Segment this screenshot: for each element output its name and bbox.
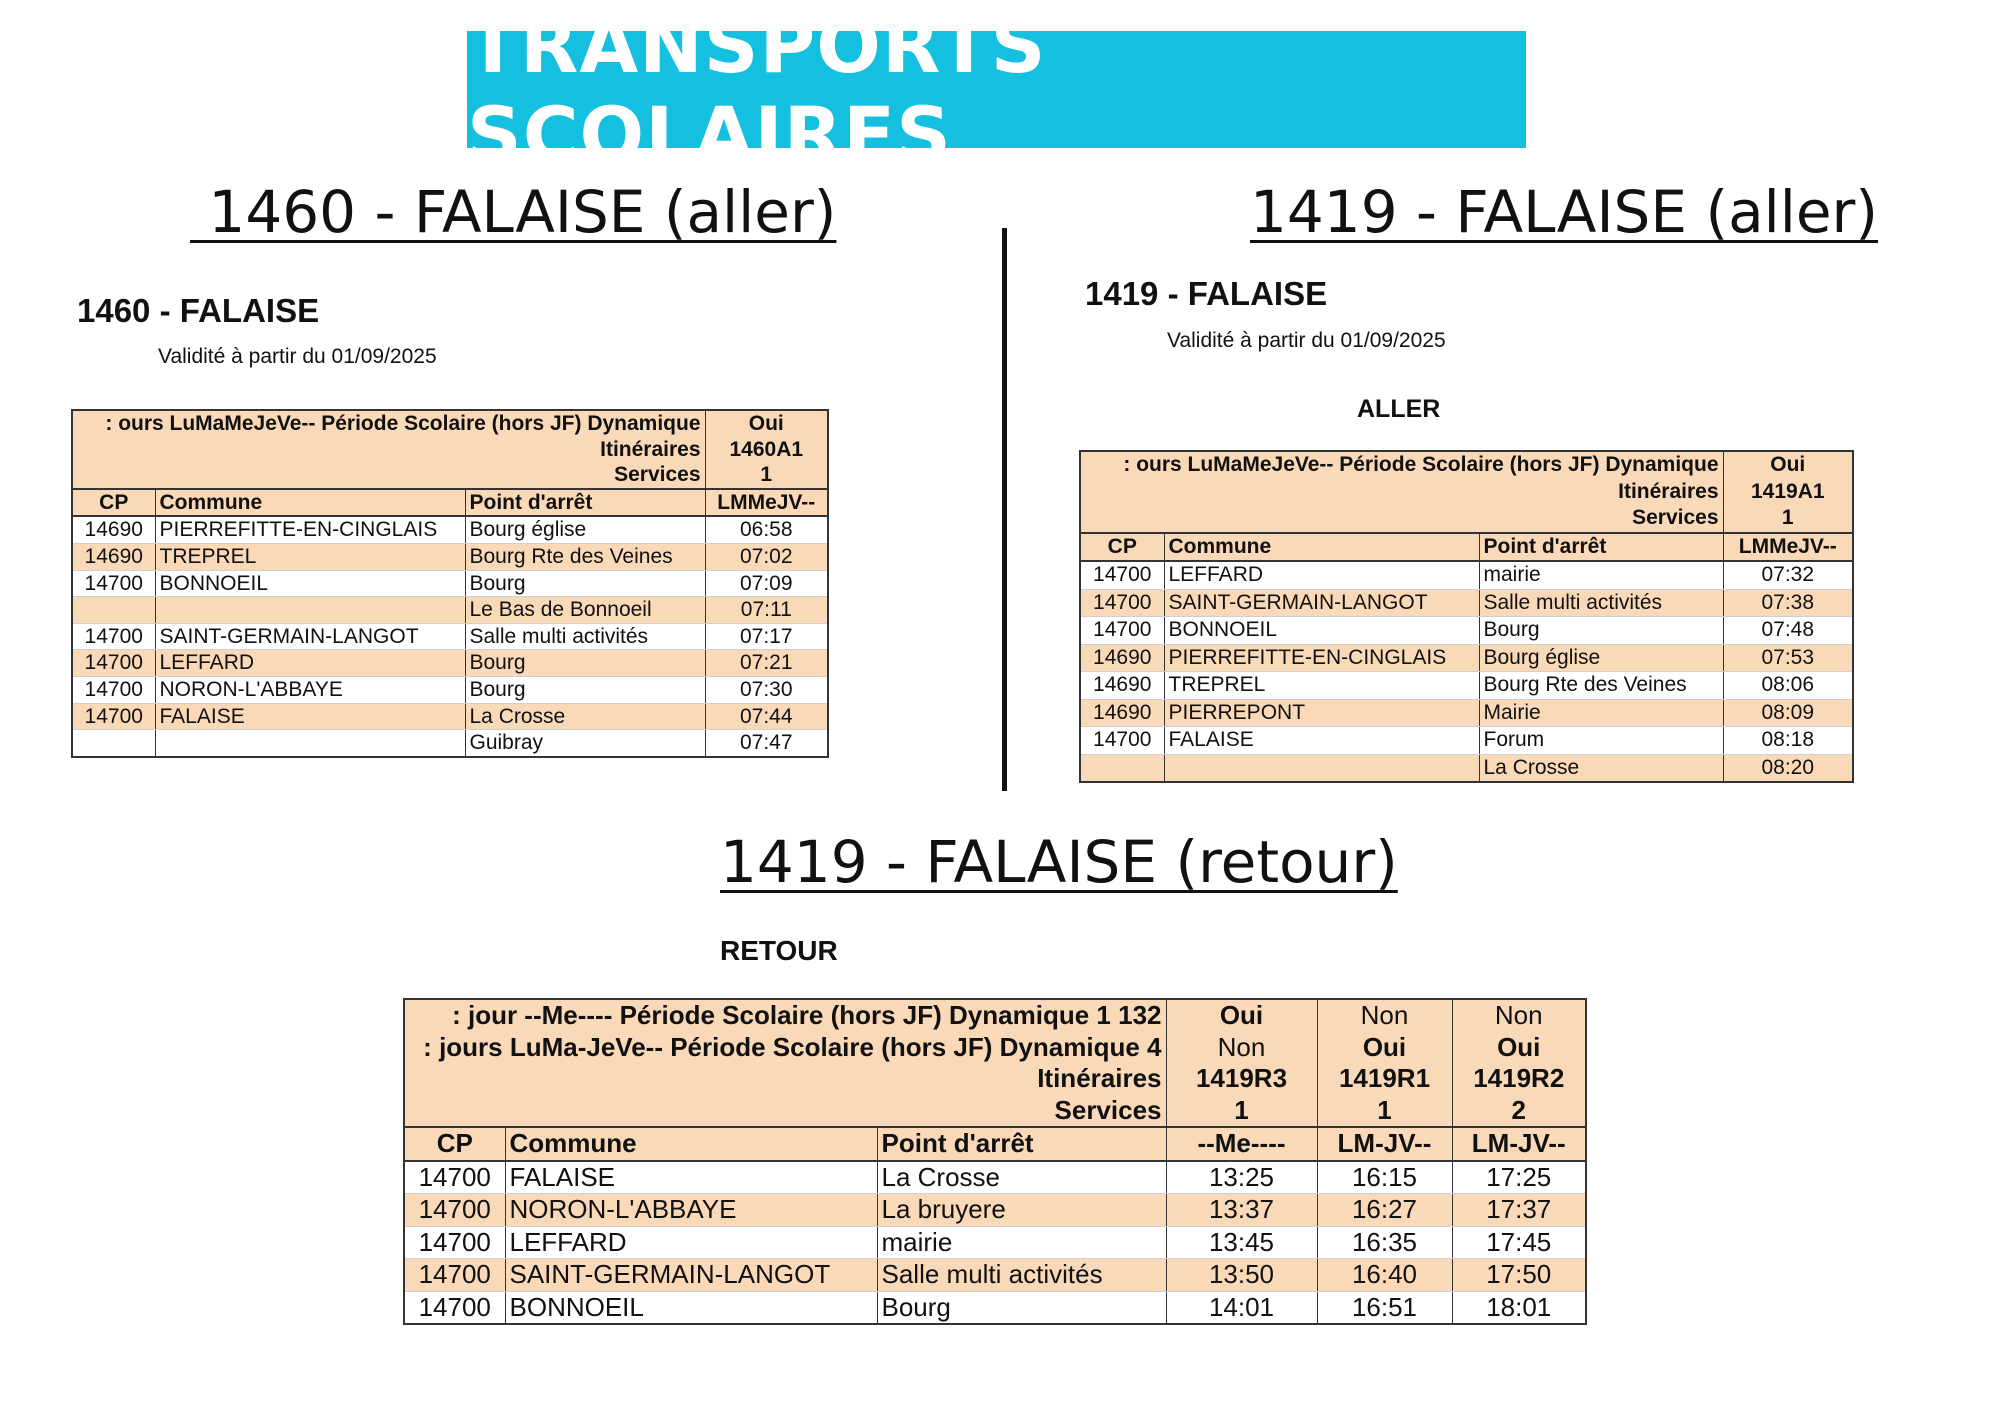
cell-stop: Bourg xyxy=(465,650,705,677)
cell-cp: 14700 xyxy=(404,1259,505,1292)
cell-commune: NORON-L'ABBAYE xyxy=(155,676,465,703)
cell-cp: 14700 xyxy=(404,1226,505,1259)
table-row xyxy=(1080,699,1853,727)
header-row xyxy=(72,410,828,437)
cell-time: 08:20 xyxy=(1723,754,1853,782)
cell-time: 17:25 xyxy=(1452,1161,1586,1194)
header-value: 1460A1 xyxy=(705,437,828,463)
cell-cp: 14700 xyxy=(72,676,155,703)
timetable-1460-aller xyxy=(71,409,829,758)
column-header: Commune xyxy=(1164,533,1479,562)
cell-cp: 14700 xyxy=(72,703,155,730)
cell-cp xyxy=(72,597,155,624)
cell-time: 07:47 xyxy=(705,730,828,757)
table-row xyxy=(72,597,828,624)
cell-stop: Forum xyxy=(1479,727,1723,755)
cell-commune: LEFFARD xyxy=(505,1226,877,1259)
header-value: 1 xyxy=(1166,1095,1317,1128)
cell-time: 14:01 xyxy=(1166,1291,1317,1324)
table-row xyxy=(1080,644,1853,672)
header-value: 1 xyxy=(705,462,828,489)
header-value: 1 xyxy=(1317,1095,1452,1128)
header-row xyxy=(404,1095,1586,1128)
cell-stop: Bourg xyxy=(465,570,705,597)
table-row xyxy=(404,1194,1586,1227)
header-row xyxy=(1080,451,1853,479)
column-header: CP xyxy=(1080,533,1164,562)
cell-commune: BONNOEIL xyxy=(1164,617,1479,645)
cell-commune: PIERREFITTE-EN-CINGLAIS xyxy=(1164,644,1479,672)
header-label: Services xyxy=(1080,505,1723,533)
header-value: 1419R2 xyxy=(1452,1063,1586,1095)
cell-time: 17:37 xyxy=(1452,1194,1586,1227)
section-label-aller: ALLER xyxy=(1357,395,1441,423)
header-label: Itinéraires xyxy=(72,437,705,463)
table-row xyxy=(404,1291,1586,1324)
cell-time: 17:45 xyxy=(1452,1226,1586,1259)
cell-time: 16:51 xyxy=(1317,1291,1452,1324)
header-label: Services xyxy=(404,1095,1166,1128)
cell-cp: 14700 xyxy=(404,1161,505,1194)
cell-stop: La Crosse xyxy=(1479,754,1723,782)
cell-cp: 14700 xyxy=(72,650,155,677)
column-header: CP xyxy=(404,1127,505,1161)
cell-cp: 14690 xyxy=(72,543,155,570)
cell-time: 07:21 xyxy=(705,650,828,677)
cell-time: 07:17 xyxy=(705,623,828,650)
cell-stop: Bourg Rte des Veines xyxy=(1479,672,1723,700)
cell-cp: 14700 xyxy=(404,1194,505,1227)
column-header: LM-JV-- xyxy=(1452,1127,1586,1161)
cell-commune: TREPREL xyxy=(155,543,465,570)
table-row xyxy=(1080,589,1853,617)
column-header: --Me---- xyxy=(1166,1127,1317,1161)
cell-stop: La bruyere xyxy=(877,1194,1166,1227)
table-row xyxy=(72,703,828,730)
cell-cp: 14690 xyxy=(1080,699,1164,727)
timetable-1419-aller xyxy=(1079,450,1854,783)
cell-commune: LEFFARD xyxy=(155,650,465,677)
column-header: Point d'arrêt xyxy=(1479,533,1723,562)
cell-time: 07:09 xyxy=(705,570,828,597)
cell-cp: 14700 xyxy=(1080,727,1164,755)
cell-stop: Mairie xyxy=(1479,699,1723,727)
table-row xyxy=(404,1226,1586,1259)
cell-cp: 14700 xyxy=(72,570,155,597)
table-row xyxy=(1080,672,1853,700)
cell-stop: Le Bas de Bonnoeil xyxy=(465,597,705,624)
header-label: Itinéraires xyxy=(404,1063,1166,1095)
page-banner xyxy=(467,0,1526,179)
cell-time: 18:01 xyxy=(1452,1291,1586,1324)
header-value: Oui xyxy=(1166,999,1317,1032)
doc-title-1460: 1460 - FALAISE xyxy=(77,292,320,329)
header-value: 1419A1 xyxy=(1723,479,1853,506)
header-label: 132 1 jour --Me---- Période Scolaire (hors JF) Dynamique : xyxy=(404,999,1166,1032)
cell-cp: 14700 xyxy=(1080,561,1164,589)
header-value: Non xyxy=(1452,999,1586,1032)
cell-time: 07:30 xyxy=(705,676,828,703)
header-label: ours LuMaMeJeVe-- Période Scolaire (hors JF) Dynamique : xyxy=(1080,451,1723,479)
header-value: 1419R3 xyxy=(1166,1063,1317,1095)
table-row xyxy=(72,676,828,703)
cell-commune: FALAISE xyxy=(1164,727,1479,755)
header-row xyxy=(1080,479,1853,506)
cell-time: 13:50 xyxy=(1166,1259,1317,1292)
heading-1419-retour: 1419 - FALAISE (retour) xyxy=(720,828,1398,896)
header-value: 1 xyxy=(1723,505,1853,533)
cell-stop: Salle multi activités xyxy=(1479,589,1723,617)
cell-commune: SAINT-GERMAIN-LANGOT xyxy=(155,623,465,650)
cell-time: 08:06 xyxy=(1723,672,1853,700)
cell-cp: 14700 xyxy=(1080,617,1164,645)
header-value: Oui xyxy=(1723,451,1853,479)
cell-stop: La Crosse xyxy=(877,1161,1166,1194)
cell-time: 16:15 xyxy=(1317,1161,1452,1194)
header-value: Non xyxy=(1317,999,1452,1032)
cell-stop: mairie xyxy=(1479,561,1723,589)
cell-time: 08:18 xyxy=(1723,727,1853,755)
cell-stop: Bourg église xyxy=(465,516,705,543)
cell-stop: Bourg xyxy=(465,676,705,703)
table-row xyxy=(72,650,828,677)
table-row xyxy=(404,1259,1586,1292)
cell-commune: LEFFARD xyxy=(1164,561,1479,589)
cell-commune: SAINT-GERMAIN-LANGOT xyxy=(505,1259,877,1292)
cell-time: 07:44 xyxy=(705,703,828,730)
header-value: 2 xyxy=(1452,1095,1586,1128)
header-row xyxy=(404,999,1586,1032)
heading-1419-aller: 1419 - FALAISE (aller) xyxy=(1250,178,1879,246)
cell-stop: Bourg xyxy=(1479,617,1723,645)
cell-commune xyxy=(155,730,465,757)
cell-commune: FALAISE xyxy=(505,1161,877,1194)
cell-stop: Bourg Rte des Veines xyxy=(465,543,705,570)
cell-stop: La Crosse xyxy=(465,703,705,730)
cell-commune: SAINT-GERMAIN-LANGOT xyxy=(1164,589,1479,617)
cell-time: 06:58 xyxy=(705,516,828,543)
table-row xyxy=(1080,617,1853,645)
cell-cp: 14700 xyxy=(1080,589,1164,617)
cell-commune: NORON-L'ABBAYE xyxy=(505,1194,877,1227)
column-header: Commune xyxy=(155,489,465,517)
column-header: Point d'arrêt xyxy=(465,489,705,517)
header-row xyxy=(404,1032,1586,1064)
cell-stop: Salle multi activités xyxy=(877,1259,1166,1292)
cell-time: 13:37 xyxy=(1166,1194,1317,1227)
section-label-retour: RETOUR xyxy=(720,935,838,966)
doc-title-1419: 1419 - FALAISE xyxy=(1085,275,1328,312)
cell-commune: PIERREFITTE-EN-CINGLAIS xyxy=(155,516,465,543)
table-row xyxy=(72,543,828,570)
header-row xyxy=(404,1063,1586,1095)
table-row xyxy=(72,623,828,650)
cell-time: 07:53 xyxy=(1723,644,1853,672)
column-header: LMMeJV-- xyxy=(1723,533,1853,562)
table-row xyxy=(1080,754,1853,782)
table-row xyxy=(404,1161,1586,1194)
cell-time: 07:48 xyxy=(1723,617,1853,645)
column-header: CP xyxy=(72,489,155,517)
cell-stop: Salle multi activités xyxy=(465,623,705,650)
cell-time: 13:25 xyxy=(1166,1161,1317,1194)
cell-time: 16:35 xyxy=(1317,1226,1452,1259)
header-label: Services xyxy=(72,462,705,489)
column-header-row xyxy=(72,489,828,517)
cell-commune: BONNOEIL xyxy=(155,570,465,597)
cell-cp: 14690 xyxy=(1080,644,1164,672)
banner-title: TRANSPORTS SCOLAIRES xyxy=(467,0,1047,179)
cell-time: 07:11 xyxy=(705,597,828,624)
heading-1460-aller: 1460 - FALAISE (aller) xyxy=(190,178,837,246)
cell-commune: BONNOEIL xyxy=(505,1291,877,1324)
cell-time: 07:02 xyxy=(705,543,828,570)
cell-time: 07:32 xyxy=(1723,561,1853,589)
header-value: Oui xyxy=(705,410,828,437)
table-row xyxy=(72,730,828,757)
column-header-row xyxy=(404,1127,1586,1161)
cell-commune xyxy=(1164,754,1479,782)
header-value: Oui xyxy=(1317,1032,1452,1064)
validity-1419: Validité à partir du 01/09/2025 xyxy=(1167,329,1446,352)
cell-time: 07:38 xyxy=(1723,589,1853,617)
header-row xyxy=(1080,505,1853,533)
table-row xyxy=(1080,561,1853,589)
table-row xyxy=(72,516,828,543)
cell-time: 08:09 xyxy=(1723,699,1853,727)
cell-cp: 14690 xyxy=(72,516,155,543)
header-label: Itinéraires xyxy=(1080,479,1723,506)
column-header-row xyxy=(1080,533,1853,562)
table-row xyxy=(72,570,828,597)
column-header: Commune xyxy=(505,1127,877,1161)
vertical-divider xyxy=(1002,228,1007,791)
header-value: Non xyxy=(1166,1032,1317,1064)
column-header: Point d'arrêt xyxy=(877,1127,1166,1161)
header-value: 1419R1 xyxy=(1317,1063,1452,1095)
table-row xyxy=(1080,727,1853,755)
header-row xyxy=(72,462,828,489)
cell-time: 16:27 xyxy=(1317,1194,1452,1227)
column-header: LM-JV-- xyxy=(1317,1127,1452,1161)
cell-cp: 14700 xyxy=(404,1291,505,1324)
column-header: LMMeJV-- xyxy=(705,489,828,517)
cell-cp: 14690 xyxy=(1080,672,1164,700)
cell-cp xyxy=(72,730,155,757)
timetable-1419-retour xyxy=(403,998,1587,1325)
cell-time: 17:50 xyxy=(1452,1259,1586,1292)
cell-stop: Bourg xyxy=(877,1291,1166,1324)
header-label: ours LuMaMeJeVe-- Période Scolaire (hors JF) Dynamique : xyxy=(72,410,705,437)
cell-commune xyxy=(155,597,465,624)
cell-commune: PIERREPONT xyxy=(1164,699,1479,727)
header-label: 4 jours LuMa-JeVe-- Période Scolaire (hors JF) Dynamique : xyxy=(404,1032,1166,1064)
cell-stop: mairie xyxy=(877,1226,1166,1259)
cell-cp: 14700 xyxy=(72,623,155,650)
header-value: Oui xyxy=(1452,1032,1586,1064)
header-row xyxy=(72,437,828,463)
cell-commune: FALAISE xyxy=(155,703,465,730)
validity-1460: Validité à partir du 01/09/2025 xyxy=(158,345,437,368)
cell-stop: Guibray xyxy=(465,730,705,757)
cell-commune: TREPREL xyxy=(1164,672,1479,700)
cell-time: 13:45 xyxy=(1166,1226,1317,1259)
cell-cp xyxy=(1080,754,1164,782)
cell-stop: Bourg église xyxy=(1479,644,1723,672)
cell-time: 16:40 xyxy=(1317,1259,1452,1292)
